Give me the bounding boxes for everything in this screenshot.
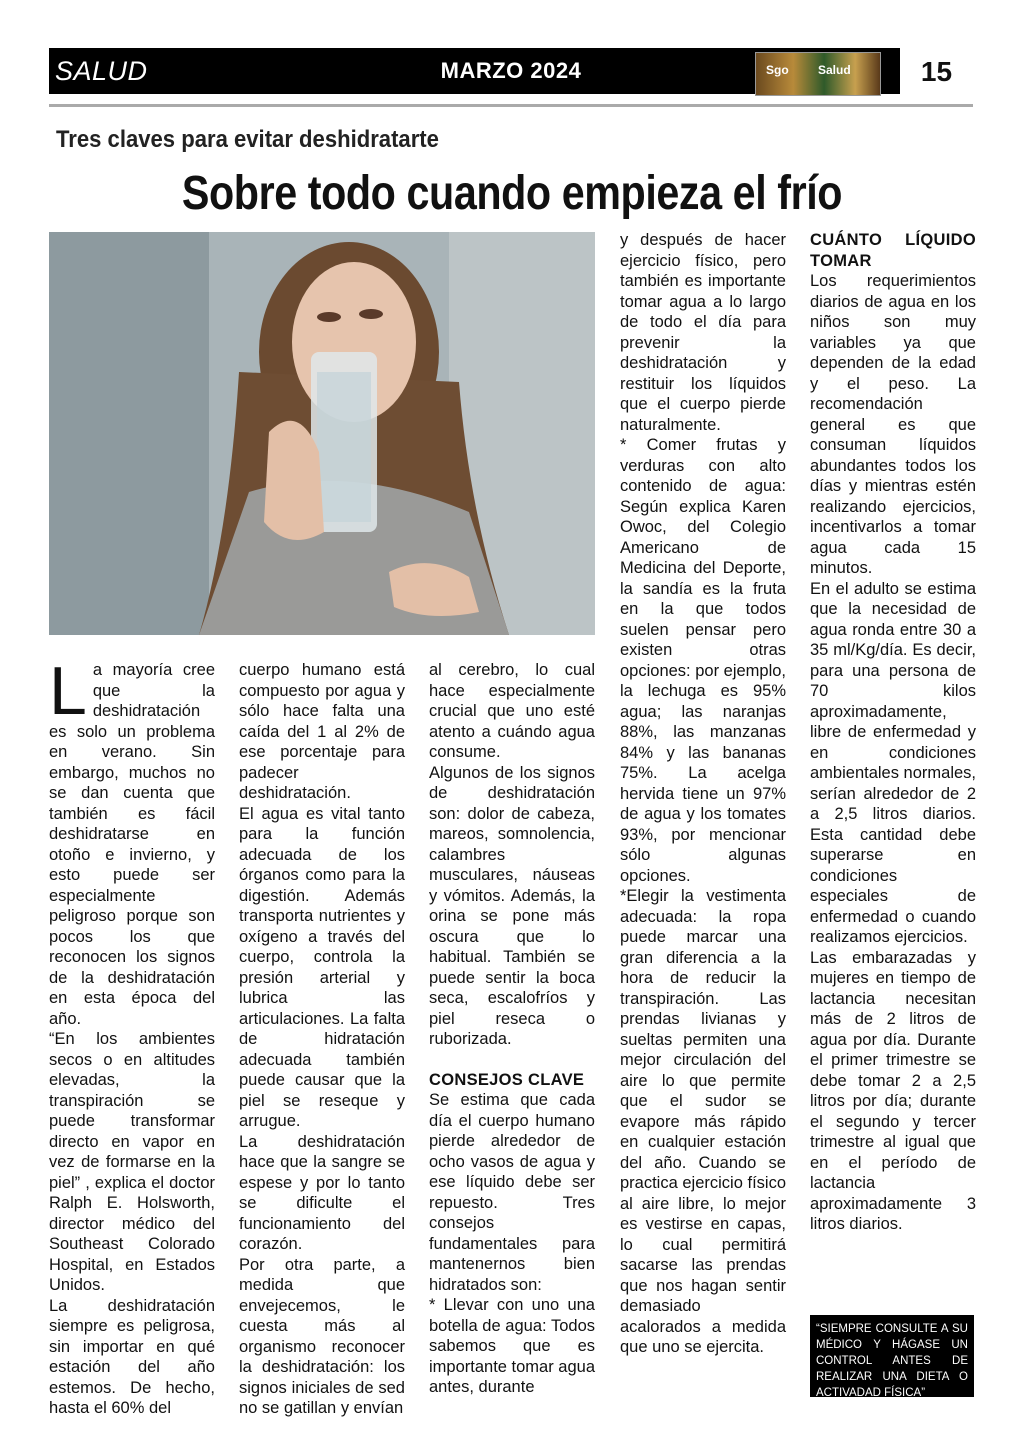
paragraph: El agua es vital tanto para la función adecuada de los órganos como para la digestión. Además transporta nutrientes y oxígeno a través del cuerpo, controla la presión arterial y lubrica las articulaciones. La falta de hidratación adecuada también puede causar que la piel se reseque y arrugue. xyxy=(239,804,405,1130)
paragraph: al cerebro, lo cual hace especialmente crucial que uno esté atento a cuándo agua consume. xyxy=(429,661,595,761)
publication-logo xyxy=(755,52,881,96)
article-headline: Sobre todo cuando empieza el frío xyxy=(181,167,843,220)
paragraph: Las embarazadas y mujeres en tiempo de lactancia necesitan más de 2 litros de agua por día. Durante el primer trimestre se debe tomar 2 a 2,5 litros por día; durante el segundo y tercer trimestre al igual que en el período de lactancia aproximadamente 3 litros diarios. xyxy=(810,948,976,1233)
subheading-consejos: CONSEJOS CLAVE xyxy=(429,1070,585,1089)
paragraph: Los requerimientos diarios de agua en los niños son muy variables ya que dependen de la edad y el peso. La recomendación general es que consuman líquidos abundantes todos los días y mientras estén realizando ejercicios, incentivarlos a tomar agua cada 15 minutos. xyxy=(810,272,976,577)
paragraph: cuerpo humano está compuesto por agua y sólo hace falta una caída del 1 al 2% de ese porcentaje para padecer deshidratación. xyxy=(239,661,405,802)
paragraph: * Comer frutas y verduras con alto contenido de agua: Según explica Karen Owoc, del Colegio Americano de Medicina del Deporte, la sandía es la fruta en la que todos suelen pensar pero existen otras opciones: por ejemplo, la lechuga es 95% agua; las naranjas 88%, las manzanas 84% y las bananas 75%. La acelga hervida tiene un 97% de agua y los tomates 93%, por mencionar sólo algunas opciones. xyxy=(620,436,787,885)
drop-cap: L xyxy=(49,653,87,729)
subheading-cuanto-liquido: CUÁNTO LÍQUIDO TOMAR xyxy=(810,231,976,270)
paragraph: En el adulto se estima que la necesidad de agua ronda entre 30 a 35 ml/Kg/día. Es decir, para una persona de 70 kilos aproximadamente, libre de enfermedad y en condiciones ambientales normales, serían alrededor de 2 a 2,5 litros diarios. Esta cantidad debe superarse en condiciones especiales de enfermedad o cuando realizamos ejercicios. xyxy=(810,579,976,946)
article-column-1 xyxy=(49,653,215,1419)
photo-illustration xyxy=(49,232,595,635)
article-column-4 xyxy=(620,230,786,1358)
page-number-box xyxy=(900,48,973,94)
paragraph: Algunos de los signos de deshidratación son: dolor de cabeza, mareos, somnolencia, calambres musculares, náuseas y vómitos. Además, la orina se pone más oscura que lo habitual. También se puede sentir la boca seca, escalofríos y piel reseca o ruborizada. xyxy=(429,763,595,1048)
article-column-3 xyxy=(429,660,595,1398)
logo-text-right: Salud xyxy=(818,63,851,77)
woman-drinking-water-photo xyxy=(49,232,595,635)
issue-date: MARZO 2024 xyxy=(440,58,582,83)
logo-text-left: Sgo xyxy=(766,63,789,77)
article-kicker: Tres claves para evitar deshidratarte xyxy=(56,126,439,153)
paragraph: La deshidratación hace que la sangre se espese y por lo tanto se dificulte el funcionamiento del corazón. xyxy=(239,1132,405,1253)
pull-quote-box: “SIEMPRE CONSULTE A SU MÉDICO Y HÁGASE UN CONTROL ANTES DE REALIZAR UNA DIETA O ACTIVADAD FÍSICA” xyxy=(810,1315,974,1397)
paragraph: Por otra parte, a medida que envejecemos, le cuesta más al organismo reconocer la deshidratación: los signos iniciales de sed no se gatillan y envían xyxy=(239,1255,405,1417)
paragraph: Se estima que cada día el cuerpo humano pierde alrededor de ocho vasos de agua y ese líquido debe ser repuesto. Tres consejos fundamentales para mantenernos bien hidratados son: xyxy=(429,1091,595,1294)
paragraph: “En los ambientes secos o en altitudes elevadas, la transpiración se puede transformar directo en vapor en vez de formarse en la piel” , explica el doctor Ralph E. Holsworth, director médico del Southeast Colorado Hospital, en Estados Unidos. xyxy=(49,1030,215,1294)
paragraph: y después de hacer ejercicio físico, pero también es importante tomar agua a lo largo de todo el día para prevenir la deshidratación y restituir los líquidos que el cuerpo pierde naturalmente. xyxy=(620,231,786,434)
paragraph: a mayoría cree que la deshidratación es solo un problema en verano. Sin embargo, muchos no se dan cuenta que también es fácil deshidratarse en otoño e invierno, y esto puede ser especialmente peligroso porque son pocos los que reconocen los signos de la deshidratación en esta época del año. xyxy=(49,661,215,1028)
article-column-2 xyxy=(239,660,405,1419)
paragraph: * Llevar con uno una botella de agua: Todos sabemos que es importante tomar agua antes, durante xyxy=(429,1296,596,1396)
paragraph: La deshidratación siempre es peligrosa, sin importar en qué estación del año estemos. De hecho, hasta el 60% del xyxy=(49,1296,215,1417)
page-number: 15 xyxy=(920,56,953,87)
section-label: SALUD xyxy=(55,56,148,86)
header-rule xyxy=(49,104,973,107)
paragraph: *Elegir la vestimenta adecuada: la ropa puede marcar una gran diferencia a la hora de reducir la transpiración. Las prendas livianas y sueltas permiten una mejor circulación del aire lo que permite que el sudor se evapore más rápido en cualquier estación del año. Cuando se practica ejercicio físico al aire libre, lo mejor es vestirse en capas, lo cual permitirá sacarse las prendas que nos hagan sentir demasiado acalorados a medida que uno se ejercita. xyxy=(620,887,786,1356)
article-column-5 xyxy=(810,230,976,1235)
